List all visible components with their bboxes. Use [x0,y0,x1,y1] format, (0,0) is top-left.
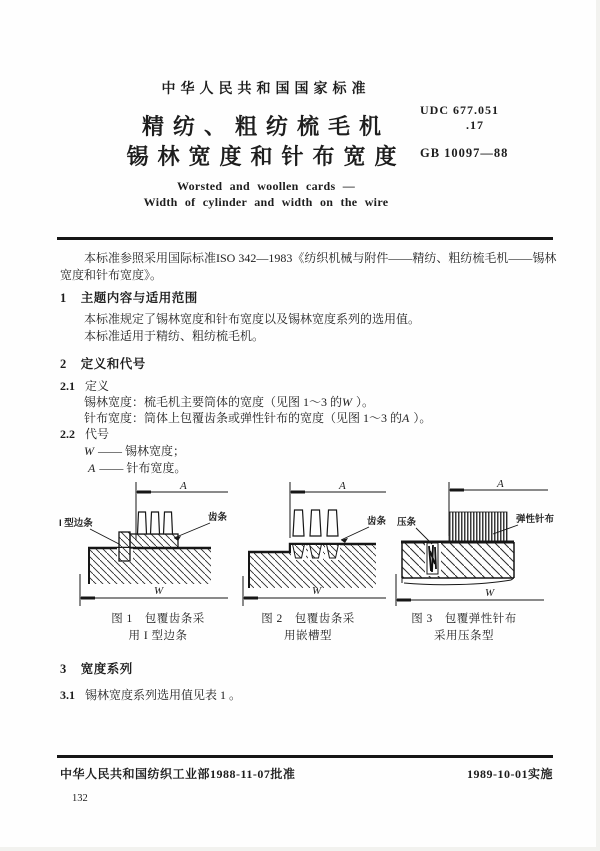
symbol-definition-a: A —— 针布宽度。 [88,461,187,475]
elastic-wire-label: 弹性针布 [516,514,555,525]
wire-leader [174,523,210,538]
section-2-1-heading [60,378,109,395]
symbol-definition-w: W —— 锡林宽度； [84,444,186,458]
section-2-2-number: 2.2 [60,427,75,441]
section-1-paragraph-1: 本标准规定了锡林宽度和针布宽度以及锡林宽度系列的选用值。 [84,312,421,326]
intro-paragraph: 本标准参照采用国际标准ISO 342—1983《纺织机械与附件——精纺、粗纺梳毛机——锡林宽度和针布宽度》。 [60,251,557,282]
figure-2-drawing [240,476,392,612]
symbol-a: A [88,461,96,475]
dimension-w [396,574,544,606]
implementation-date: 1989-10-01实施 [467,767,553,781]
dim-a-label: A [339,480,346,492]
section-3-1-number: 3.1 [60,688,75,702]
elastic-wire-block [449,512,507,542]
dim-a-label: A [180,480,187,492]
section-3-1-text: 3.1 锡林宽度系列选用值见表 1 。 [60,688,242,702]
section-3-number: 3 [60,662,67,676]
card-teeth [138,512,173,534]
section-1-heading [60,288,198,306]
section-2-number: 2 [60,357,67,371]
section-2-1-number: 2.1 [60,379,75,393]
symbol-w: W [84,444,94,458]
page-number: 132 [72,793,88,804]
section-2-heading [60,354,146,372]
section-2-2-heading [60,426,109,443]
figure-1-caption: 图 1 包覆齿条采 用 I 型边条 [111,613,205,642]
section-2-title: 定义和代号 [80,357,146,371]
header-divider [57,237,553,240]
definition-wire-width: 针布宽度：筒体上包覆齿条或弹性针布的宽度（见图 1～3 的A ）。 [84,411,432,425]
section-2-1-title: 定义 [85,379,110,393]
dim-a-label: A [497,478,504,490]
document-title-line1: 精纺、粗纺梳毛机 [141,114,390,139]
document-title-line2: 锡林宽度和针布宽度 [126,144,406,169]
section-3-heading [60,659,133,677]
wire-leader [341,527,369,540]
cylinder-body [401,542,514,585]
udc-number-continued: .17 [466,118,484,132]
edge-strip-label: I 型边条 [59,518,93,529]
english-title-line2: Width of cylinder and width on the wire [143,195,389,209]
figure-3-drawing [392,476,556,612]
standard-code: GB 10097—88 [420,146,509,160]
card-teeth [293,510,338,536]
figure-2-caption: 图 2 包覆齿条采 用嵌槽型 [261,613,355,642]
symbol-w: W [342,395,353,409]
footer-divider [57,755,553,758]
english-title-line1: Worsted and woollen cards — [176,179,356,193]
dim-w-label: W [154,585,164,597]
pressing-strip-label: 压条 [397,517,417,528]
dimension-a [136,480,228,540]
dim-w-label: W [485,587,495,599]
dim-w-label: W [312,585,322,597]
i-type-edge-strip [119,532,130,561]
approval-statement: 中华人民共和国纺织工业部1988-11-07批准 [60,767,296,781]
edge-strip-leader [90,529,119,544]
section-2-2-title: 代号 [85,427,110,441]
definition-cylinder-width: 锡林宽度：梳毛机主要筒体的宽度（见图 1～3 的W ）。 [84,395,375,409]
wire-feet [293,544,339,558]
symbol-a: A [402,411,410,425]
section-1-paragraph-2: 本标准适用于精纺、粗纺梳毛机。 [84,329,265,343]
figure-1-drawing [58,476,236,612]
wire-label: 齿条 [208,512,228,523]
udc-number: UDC 677.051 [420,103,499,117]
section-1-number: 1 [60,291,67,305]
wire-base-strip [130,534,178,548]
wire-label: 齿条 [367,516,387,527]
cylinder-body [88,548,211,584]
pressing-strip [425,543,441,576]
section-1-title: 主题内容与适用范围 [80,291,198,305]
section-3-title: 宽度系列 [80,662,133,676]
body-bottom-lip [404,580,511,585]
figure-3-caption: 图 3 包覆弹性针布 采用压条型 [411,613,517,642]
national-standard-label: 中华人民共和国国家标准 [161,82,371,97]
